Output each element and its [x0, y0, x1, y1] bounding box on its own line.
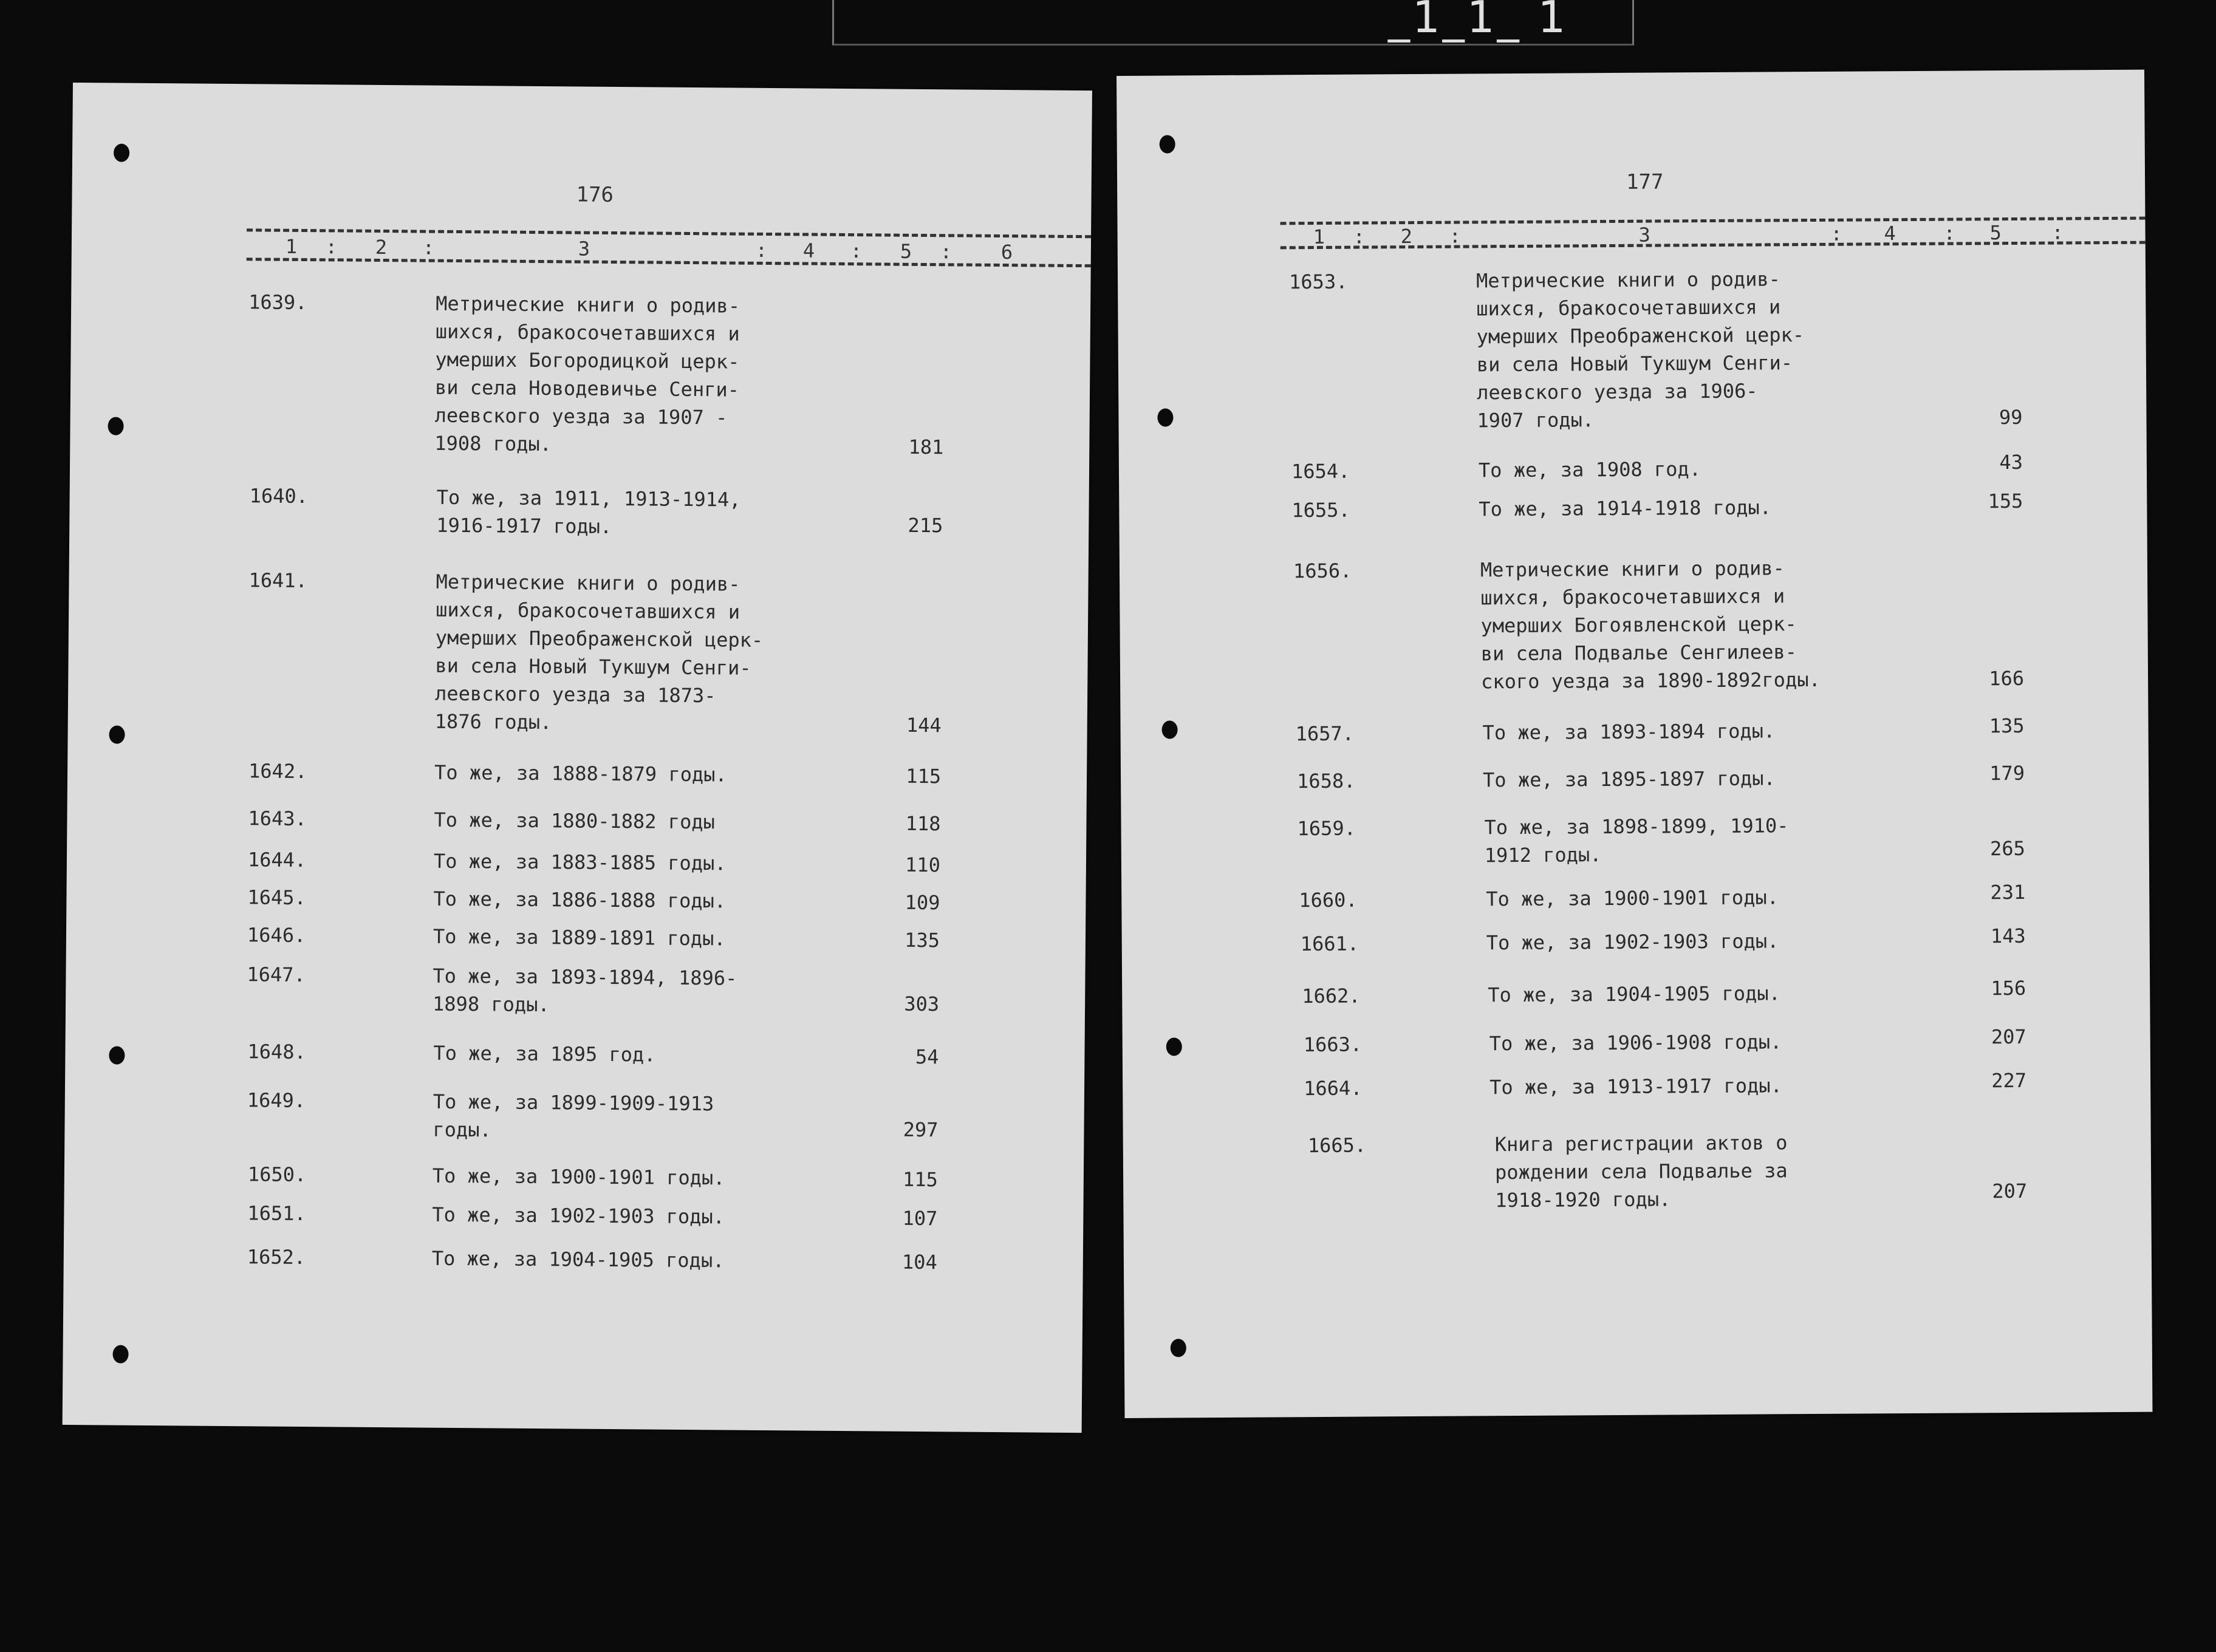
entry-description: То же, за 1883-1885 годы.	[433, 849, 727, 875]
entry-number: 1646.	[247, 923, 306, 947]
entry-description: Метрические книги о родив- шихся, бракосочетавшихся и умерших Преображенской церк- ви села Новый Тукшум Сенги- леевского уезда за 1906- 1907 годы.	[1476, 267, 1805, 432]
entry-description: То же, за 1900-1901 годы.	[432, 1164, 725, 1190]
entry-number: 1657.	[1295, 722, 1355, 746]
punch-hole	[1157, 408, 1173, 426]
entry-number: 1654.	[1291, 459, 1350, 483]
entry-count: 207	[1992, 1179, 2028, 1203]
entry-description: Метрические книги о родив- шихся, бракосочетавшихся и умерших Богоявленской церк- ви села Подвалье Сенгилеев- ского уезда за 1890-1892годы.	[1480, 556, 1821, 694]
entry-description: Метрические книги о родив- шихся, бракосочетавшихся и умерших Преображенской церк- ви села Новый Тукшум Сенги- леевского уезда за 1873- 1876 годы.	[434, 570, 764, 734]
column-header-3: 3	[1638, 223, 1650, 247]
entry-description: То же, за 1904-1905 годы.	[431, 1246, 725, 1272]
column-header-2: 2	[1400, 225, 1413, 248]
entry-number: 1665.	[1307, 1133, 1367, 1158]
entry-description: То же, за 1911, 1913-1914, 1916-1917 годы.	[436, 485, 741, 538]
entry-description: То же, за 1888-1879 годы.	[434, 760, 727, 787]
entry-description: То же, за 1895 год.	[433, 1041, 656, 1067]
column-header-6: 6	[1000, 241, 1013, 264]
column-separator: :	[422, 236, 435, 259]
entry-description: То же, за 1904-1905 годы.	[1488, 981, 1781, 1007]
page-176	[63, 83, 1092, 1433]
entry-count: 115	[902, 1167, 939, 1192]
entry-description: То же, за 1893-1894 годы.	[1482, 719, 1776, 745]
entry-number: 1645.	[247, 886, 306, 910]
punch-hole	[1161, 720, 1177, 739]
entry-description: То же, за 1908 год.	[1478, 457, 1701, 482]
entry-number: 1656.	[1293, 559, 1352, 583]
entry-count: 99	[1999, 405, 2023, 429]
column-header-4: 4	[802, 239, 815, 262]
entry-number: 1660.	[1299, 888, 1358, 912]
entry-count: 107	[902, 1206, 938, 1230]
entry-number: 1641.	[248, 568, 308, 593]
column-separator: :	[755, 238, 768, 262]
entry-number: 1643.	[248, 807, 307, 831]
table-row	[1123, 1127, 2151, 1212]
table-row	[67, 882, 1086, 915]
column-separator: :	[850, 239, 863, 263]
column-separator: :	[2051, 220, 2064, 244]
entry-count: 54	[915, 1045, 939, 1069]
entry-count: 135	[1989, 714, 2025, 738]
entry-number: 1662.	[1302, 984, 1361, 1008]
entry-number: 1655.	[1291, 498, 1350, 522]
table-row	[1119, 450, 2147, 483]
entry-number: 1642.	[248, 759, 307, 783]
entry-description: То же, за 1886-1888 годы.	[433, 887, 727, 913]
entry-number: 1644.	[247, 848, 307, 872]
column-header-2: 2	[375, 235, 388, 259]
table-row	[64, 1241, 1083, 1274]
header-rule-top	[247, 228, 1091, 238]
entry-number: 1650.	[247, 1162, 307, 1187]
column-separator: :	[1830, 222, 1842, 245]
header-rule-bottom	[247, 258, 1091, 267]
table-row	[64, 1159, 1084, 1192]
entry-count: 181	[908, 435, 944, 459]
table-row	[67, 803, 1087, 836]
column-separator: :	[1943, 221, 1955, 245]
column-separator: :	[1449, 224, 1462, 248]
entry-count: 118	[905, 811, 941, 836]
entry-count: 215	[908, 513, 943, 538]
table-row	[1120, 552, 2147, 694]
film-mark: _1_1_ 1	[1388, 0, 1568, 43]
entry-count: 43	[1999, 450, 2023, 474]
entry-number: 1658.	[1296, 769, 1356, 793]
table-row	[1122, 976, 2150, 1008]
table-row	[69, 565, 1089, 737]
entry-description: То же, за 1895-1897 годы.	[1482, 766, 1776, 792]
punch-hole	[1166, 1037, 1182, 1056]
punch-hole	[1160, 135, 1175, 153]
page-number: 176	[576, 182, 614, 207]
column-header-5: 5	[900, 239, 912, 263]
entry-count: 135	[905, 928, 940, 952]
entry-count: 207	[1991, 1025, 2026, 1049]
entry-count: 227	[1991, 1068, 2027, 1093]
table-row	[66, 959, 1086, 1017]
table-row	[66, 1036, 1085, 1069]
column-separator: :	[325, 235, 338, 259]
entry-count: 231	[1990, 880, 2026, 904]
table-row	[1118, 263, 2146, 432]
entry-count: 143	[1990, 924, 2026, 948]
entry-number: 1647.	[247, 963, 306, 987]
punch-hole	[109, 1046, 125, 1065]
entry-description: Метрические книги о родив- шихся, бракосочетавшихся и умерших Богородицкой церк- ви села Новодевичье Сенги- леевского уезда за 1907 - 1908 годы.	[434, 292, 740, 456]
entry-description: То же, за 1906-1908 годы.	[1489, 1030, 1782, 1056]
column-separator: :	[1353, 225, 1366, 248]
entry-count: 144	[906, 713, 942, 737]
entry-count: 303	[904, 992, 940, 1016]
table-row	[65, 1085, 1084, 1142]
punch-hole	[109, 726, 125, 744]
entry-description: То же, за 1880-1882 годы	[434, 808, 715, 834]
table-row	[1119, 489, 2147, 522]
table-row	[1121, 761, 2149, 793]
punch-hole	[1171, 1339, 1186, 1357]
entry-number: 1639.	[248, 290, 307, 315]
entry-number: 1659.	[1297, 816, 1356, 841]
table-row	[1121, 810, 2149, 867]
entry-number: 1653.	[1288, 270, 1348, 294]
entry-description: То же, за 1914-1918 годы.	[1479, 496, 1772, 521]
column-header-5: 5	[1989, 221, 2002, 245]
entry-description: То же, за 1899-1909-1913 годы.	[433, 1090, 714, 1142]
entry-description: То же, за 1913-1917 годы.	[1489, 1074, 1782, 1099]
column-header-1: 1	[1313, 225, 1325, 249]
page-177	[1117, 70, 2152, 1418]
table-row	[1120, 714, 2148, 746]
column-separator: :	[940, 240, 952, 264]
table-row	[66, 920, 1086, 952]
punch-hole	[112, 1345, 128, 1364]
entry-description: То же, за 1902-1903 годы.	[432, 1203, 725, 1229]
table-row	[1123, 1068, 2150, 1101]
entry-number: 1651.	[247, 1201, 306, 1226]
entry-count: 109	[905, 890, 940, 915]
entry-count: 156	[1991, 976, 2026, 1000]
column-header-4: 4	[1884, 222, 1896, 245]
entry-number: 1640.	[249, 484, 309, 508]
column-header-1: 1	[285, 234, 298, 258]
entry-number: 1663.	[1303, 1032, 1363, 1057]
table-row	[71, 287, 1090, 459]
table-row	[64, 1198, 1084, 1230]
entry-number: 1649.	[247, 1088, 306, 1113]
punch-hole	[108, 417, 123, 435]
entry-count: 155	[1988, 489, 2023, 513]
entry-number: 1648.	[247, 1040, 306, 1064]
entry-description: То же, за 1893-1894, 1896- 1898 годы.	[432, 964, 737, 1017]
table-row	[67, 844, 1086, 877]
entry-number: 1652.	[247, 1245, 306, 1269]
entry-count: 297	[903, 1118, 939, 1142]
entry-count: 166	[1989, 666, 2025, 691]
table-row	[70, 480, 1089, 538]
entry-description: Книга регистрации актов о рождении села Подвалье за 1918-1920 годы.	[1494, 1131, 1788, 1212]
entry-count: 104	[901, 1250, 937, 1274]
entry-description: То же, за 1900-1901 годы.	[1486, 886, 1779, 911]
table-row	[1121, 880, 2149, 912]
entry-description: То же, за 1898-1899, 1910- 1912 годы.	[1484, 814, 1789, 867]
entry-number: 1661.	[1300, 932, 1359, 956]
column-header-3: 3	[578, 237, 590, 261]
entry-count: 179	[1989, 761, 2025, 785]
table-row	[67, 756, 1087, 788]
header-rule-top	[1280, 217, 2145, 225]
entry-number: 1664.	[1304, 1076, 1363, 1101]
entry-count: 110	[905, 853, 941, 877]
table-row	[1123, 1025, 2150, 1057]
entry-count: 115	[906, 764, 942, 788]
table-row	[1122, 924, 2150, 956]
page-number: 177	[1626, 169, 1664, 194]
punch-hole	[114, 144, 129, 162]
entry-count: 265	[1989, 836, 2025, 861]
entry-description: То же, за 1889-1891 годы.	[433, 924, 726, 951]
entry-description: То же, за 1902-1903 годы.	[1486, 929, 1779, 955]
